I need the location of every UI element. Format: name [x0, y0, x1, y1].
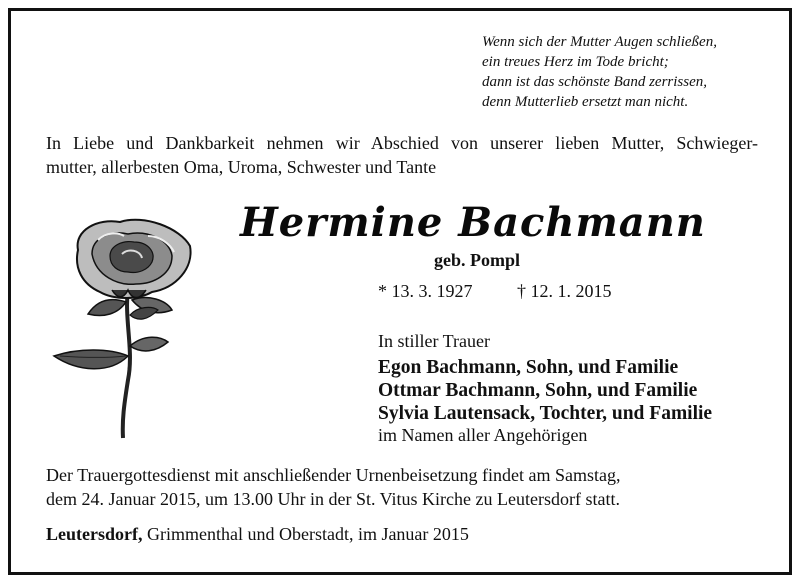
signoff-place: Leutersdorf, [46, 524, 143, 544]
mourner-family: Ottmar Bachmann, Sohn, und Familie [378, 380, 698, 401]
poem-line: denn Mutterlieb ersetzt man nicht. [482, 94, 689, 110]
intro-line: In Liebe und Dankbarkeit nehmen wir Abschied von unserer lieben Mutter, Schwieger- [46, 133, 758, 153]
poem-line: ein treues Herz im Tode bricht; [482, 54, 669, 70]
relatives-note: im Namen aller Angehörigen [378, 425, 588, 445]
rose-leaf [130, 337, 168, 351]
intro-line: mutter, allerbesten Oma, Uroma, Schwester und Tante [46, 157, 437, 177]
rose-leaf [130, 307, 158, 319]
rose-leaf [54, 350, 128, 369]
maiden-name: geb. Pompl [434, 250, 521, 270]
rose-stem [123, 288, 130, 438]
service-info [46, 463, 621, 511]
rose-petal [110, 242, 153, 273]
rose-icon [48, 210, 198, 440]
signoff-rest: Grimmenthal und Oberstadt, im Januar 2015 [142, 524, 469, 544]
death-date: † 12. 1. 2015 [517, 281, 612, 301]
service-line: dem 24. Januar 2015, um 13.00 Uhr in der St. Vitus Kirche zu Leutersdorf statt. [46, 489, 620, 509]
deceased-name: Hermine Bachmann [240, 199, 706, 246]
mourner-family: Sylvia Lautensack, Tochter, und Familie [378, 403, 713, 424]
signoff [46, 524, 469, 545]
birth-date: * 13. 3. 1927 [378, 281, 473, 301]
rose-leaf [88, 300, 126, 316]
poem-line: dann ist das schönste Band zerrissen, [482, 74, 707, 90]
service-line: Der Trauergottesdienst mit anschließender Urnenbeisetzung findet am Samstag, [46, 465, 621, 485]
poem [482, 32, 782, 112]
mourner-families [378, 356, 712, 425]
intro-text [46, 131, 758, 179]
poem-line: Wenn sich der Mutter Augen schließen, [482, 34, 717, 50]
mourner-family: Egon Bachmann, Sohn, und Familie [378, 357, 679, 378]
mourning-label: In stiller Trauer [378, 331, 490, 351]
